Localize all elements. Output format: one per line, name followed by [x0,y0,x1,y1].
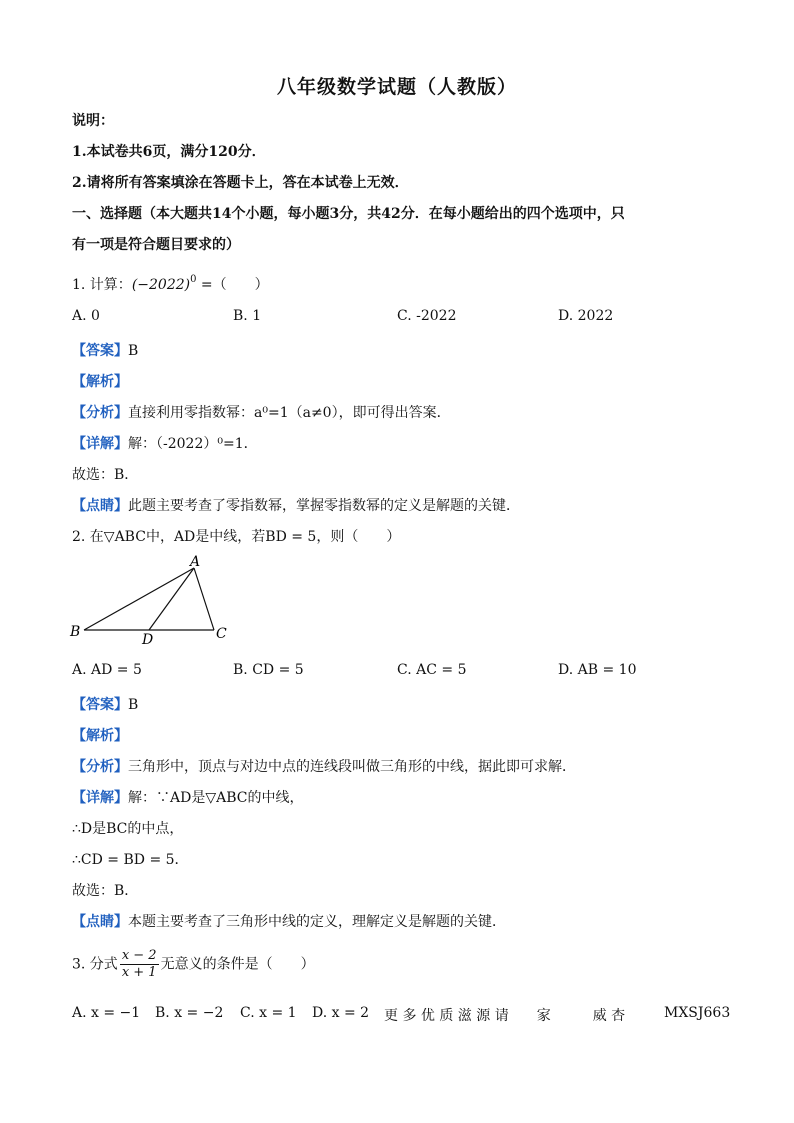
triangle-figure [66,552,246,648]
question-1-xiangjie: 【详解】解：（-2022）⁰=1． [72,436,258,452]
question-1-answer: 【答案】B [72,343,139,359]
question-1-fenxi: 【分析】直接利用零指数幂：a⁰=1（a≠0），即可得出答案． [72,405,451,421]
note-1: 1.本试卷共6页，满分120分． [72,144,266,160]
question-3-trailing-text: 更 多 优 质 滋 源 请 家 威 杏 [384,1008,626,1024]
question-1-option-d: D. 2022 [558,308,614,324]
section-heading-line-2: 有一项是符合题目要求的） [72,237,240,253]
question-1-option-a: A. 0 [72,308,100,324]
question-2-fenxi: 【分析】三角形中，顶点与对边中点的连线段叫做三角形的中线，据此即可求解． [72,759,576,775]
page-title: 八年级数学试题（人教版） [276,76,517,98]
question-2-stem: 2. 在▽ABC中，AD是中线，若BD = 5，则（ ） [72,529,401,545]
question-2-xiangjie: 【详解】解：∵AD是▽ABC的中线， [72,790,304,806]
question-1-prefix: 1. 计算： [72,277,132,293]
question-1-option-c: C. -2022 [397,308,457,324]
question-2-answer: 【答案】B [72,697,139,713]
side-ac [194,568,214,630]
note-2: 2.请将所有答案填涂在答题卡上，答在本试卷上无效． [72,175,409,191]
question-3-code: MXSJ663 [664,1005,731,1021]
question-3-option-a: A. x = −1 [72,1005,141,1021]
question-1-option-b: B. 1 [233,308,262,324]
notes-heading: 说明： [72,113,114,129]
median-ad [149,568,194,630]
question-2-option-c: C. AC = 5 [397,662,467,678]
question-3-option-c: C. x = 1 [240,1005,297,1021]
question-2-step-3: ∴CD = BD = 5． [72,852,189,868]
label-a: A [190,554,201,570]
question-3-option-d: D. x = 2 [312,1005,370,1021]
label-d: D [142,632,154,648]
question-3-fraction: $\frac{x - 2}{x + 1}$ [121,948,157,980]
question-2-step-2: ∴D是BC的中点， [72,821,184,837]
question-2-option-a: A. AD = 5 [72,662,142,678]
question-3-stem: 3. 分式 $\frac{x - 2}{x + 1}$ 无意义的条件是（ ） [72,948,315,980]
question-1-analysis-tag: 【解析】 [72,374,128,390]
question-1-dianjing: 【点睛】此题主要考查了零指数幂，掌握零指数幂的定义是解题的关键． [72,498,520,514]
question-1-choice: 故选：B． [72,467,139,483]
question-2-choice: 故选：B． [72,883,139,899]
question-1-suffix: =（ ） [196,277,269,293]
side-ab [84,568,194,630]
question-2-option-b: B. CD = 5 [233,662,304,678]
label-c: C [216,626,227,642]
question-1-stem [72,274,269,294]
question-2-option-d: D. AB = 10 [558,662,637,678]
question-1-expression: $(-2022)^0$ [131,274,197,293]
question-2-analysis-tag: 【解析】 [72,728,128,744]
question-2-dianjing: 【点睛】本题主要考查了三角形中线的定义，理解定义是解题的关键． [72,914,506,930]
question-3-option-b: B. x = −2 [155,1005,224,1021]
section-heading-line-1: 一、选择题（本大题共14个小题，每小题3分，共42分．在每小题给出的四个选项中，只 [72,206,625,222]
label-b: B [70,624,81,640]
